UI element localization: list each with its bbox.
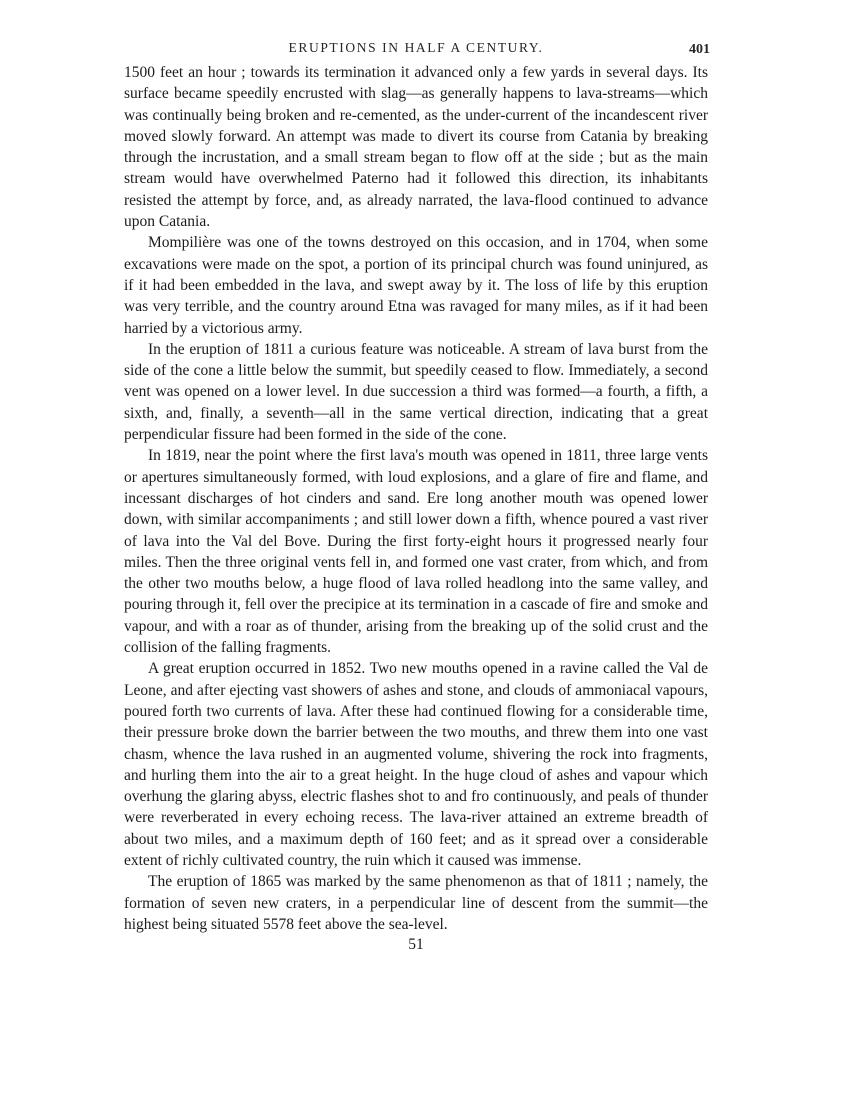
page-header	[124, 36, 708, 62]
paragraph-eruption-1811: In the eruption of 1811 a curious feature was noticeable. A stream of lava burst from the side of the cone a little below the summit, but speedily ceased to flow. Immediately, a second vent was opened on a lower level. In due succession a third was formed—a fourth, a fifth, a sixth, and, finally, a seventh—all in the same vertical direction, indicating that a great perpendicular fissure had been formed in the side of the cone.	[124, 340, 708, 444]
signature-mark: 51	[408, 936, 424, 954]
page-number: 401	[689, 42, 710, 57]
running-title: ERUPTIONS IN HALF A CENTURY.	[288, 40, 544, 55]
paragraph-eruption-1819: In 1819, near the point where the first lava's mouth was opened in 1811, three large vents or apertures simultaneously formed, with loud explosions, and a glare of fire and flame, and incessant discharges of hot cinders and sand. Ere long another mouth was opened lower down, with similar accompaniments ; and still lower down a fifth, whence poured a vast river of lava into the Val del Bove. During the first forty-eight hours it progressed nearly four miles. Then the three original vents fell in, and formed one vast crater, from which, and from the other two mouths below, a huge flood of lava rolled headlong into the same valley, and pouring through it, fell over the precipice at its termination in a cascade of fire and smoke and vapour, and with a roar as of thunder, arising from the breaking up of the solid crust and the collision of the falling fragments.	[124, 447, 708, 657]
paragraph-continued: 1500 feet an hour ; towards its termination it advanced only a few yards in several days. Its surface became speedily encrusted with slag—as generally happens to lava-streams—which was continually being broken and re-cemented, as the under-current of the incandescent river moved slowly forward. An attempt was made to divert its course from Catania by breaking through the incrustation, and a small stream began to flow off at the side ; but as the main stream would have overwhelmed Paterno had it followed this direction, its inhabitants resisted the attempt by force, and, as already narrated, the lava-flood continued to advance upon Catania.	[124, 64, 708, 231]
book-page	[124, 36, 708, 955]
paragraph-eruption-1852: A great eruption occurred in 1852. Two new mouths opened in a ravine called the Val de Leone, and after ejecting vast showers of ashes and stone, and clouds of ammoniacal vapours, poured forth two currents of lava. After these had continued flowing for a considerable time, their pressure broke down the barrier between the two mouths, and threw them into one vast chasm, whence the lava rushed in an augmented volume, shivering the rock into fragments, and hurling them into the air to a great height. In the huge cloud of ashes and vapour which overhung the glaring abyss, electric flashes shot to and fro continuously, and peals of thunder were reverberated in every echoing recess. The lava-river attained an extreme breadth of about two miles, and a maximum depth of 160 feet; and as it spread over a considerable extent of richly cultivated country, the ruin which it caused was immense.	[124, 660, 708, 869]
paragraph-eruption-1865: The eruption of 1865 was marked by the same phenomenon as that of 1811 ; namely, the formation of seven new craters, in a perpendicular line of descent from the summit—the highest being situated 5578 feet above the sea-level.	[124, 873, 708, 933]
paragraph-mompiliere: Mompilière was one of the towns destroyed on this occasion, and in 1704, when some excavations were made on the spot, a portion of its principal church was found uninjured, as if it had been embedded in the lava, and swept away by it. The loss of life by this eruption was very terrible, and the country around Etna was ravaged for many miles, as if it had been harried by a victorious army.	[124, 234, 708, 337]
body-text	[124, 62, 708, 935]
